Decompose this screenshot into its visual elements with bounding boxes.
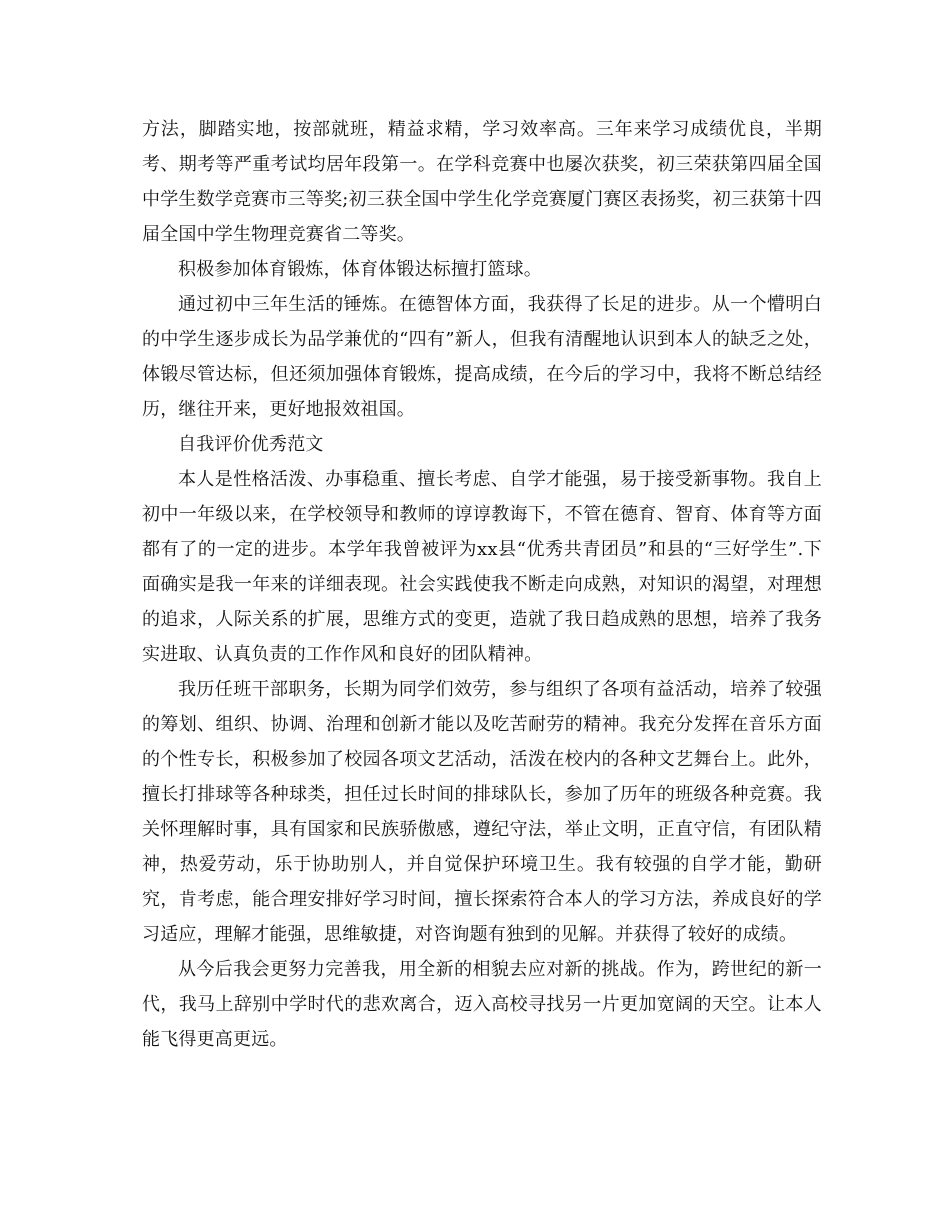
document-page [142,112,822,1057]
paragraph-sports: 积极参加体育锻炼，体育体锻达标擅打篮球。 [178,259,542,280]
paragraph-class-cadre: 我历任班干部职务，长期为同学们效劳，参与组织了各项有益活动，培养了较强的筹划、组织、协调、治理和创新才能以及吃苦耐劳的精神。我充分发挥在音乐方面的个性专长，积极参加了校园各项文艺活动，活泼在校内的各种文艺舞台上。此外，擅长打排球等各种球类，担任过长时间的排球队长，参加了历年的班级各种竞赛。我关怀理解时事，具有国家和民族骄傲感，遵纪守法，举止文明，正直守信，有团队精神，热爱劳动，乐于协助别人，并自觉保护环境卫生。我有较强的自学才能，勤研究，肯考虑，能合理安排好学习时间，擅长探索符合本人的学习方法，养成良好的学习适应，理解才能强，思维敏捷，对咨询题有独到的见解。并获得了较好的成绩。 [142,679,822,945]
section-heading: 自我评价优秀范文 [178,434,324,455]
paragraph-study-achievements: 方法，脚踏实地，按部就班，精益求精，学习效率高。三年来学习成绩优良，半期考、期考等严重考试均居年段第一。在学科竞赛中也屡次获奖，初三荣获第四届全国中学生数学竞赛市三等奖;初三获全国中学生化学竞赛厦门赛区表扬奖，初三获第十四届全国中学生物理竞赛省二等奖。 [142,119,822,245]
paragraph-self-introduction: 本人是性格活泼、办事稳重、擅长考虑、自学才能强，易于接受新事物。我自上初中一年级以来，在学校领导和教师的谆谆教诲下，不管在德育、智育、体育等方面都有了的一定的进步。本学年我曾被评为xx县“优秀共青团员”和县的“三好学生”.下面确实是我一年来的详细表现。社会实践使我不断走向成熟，对知识的渴望，对理想的追求，人际关系的扩展，思维方式的变更，造就了我日趋成熟的思想，培养了我务实进取、认真负责的工作作风和良好的团队精神。 [142,469,822,665]
paragraph-three-year-summary: 通过初中三年生活的锤炼。在德智体方面，我获得了长足的进步。从一个懵明白的中学生逐步成长为品学兼优的“四有”新人，但我有清醒地认识到本人的缺乏之处，体锻尽管达标，但还须加强体育锻炼，提高成绩，在今后的学习中，我将不断总结经历，继往开来，更好地报效祖国。 [142,294,822,420]
paragraph-future: 从今后我会更努力完善我，用全新的相貌去应对新的挑战。作为，跨世纪的新一代，我马上辞别中学时代的悲欢离合，迈入高校寻找另一片更加宽阔的天空。让本人能飞得更高更远。 [142,959,822,1050]
